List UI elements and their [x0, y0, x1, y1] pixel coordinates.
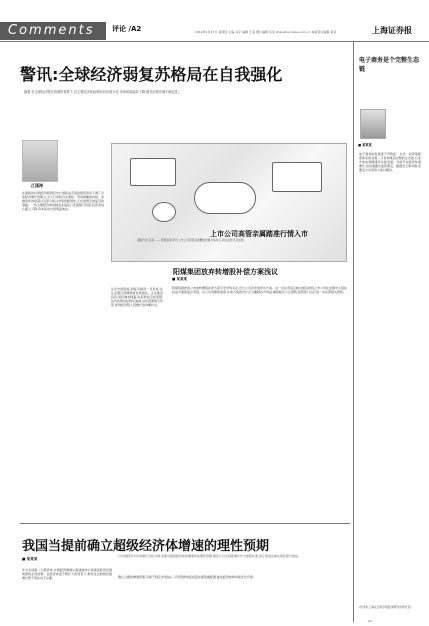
cartoon-coin	[152, 202, 176, 222]
bottom-body-left: 作为全球第二大经济体,中国经济增速从高速转向中高速是经济发展规律的必然结果。在经济体量不断扩大的背景下,维持过去的两位数增长既不现实也不必要。	[22, 568, 112, 581]
second-body: 阳煤集团此前公布的转增股补偿方案引发市场关注,近日公司宣布放弃该方案。这一决定背后反映出国有控股上市公司在处理中小股东权益方面的复杂考量。从公司治理角度看,补偿方案的设计应当兼顾各方利益,确保程序公正透明,监管部门也应进一步完善相关规则。	[172, 286, 347, 295]
cartoon-image	[111, 143, 347, 262]
main-body-left: 在最新的世界经济展望报告中,国际货币基金组织再次下调了全球经济增长预期,认为下行风险仍在累积。贸易摩擦的持续、金融条件的收紧以及部分新兴市场的脆弱性,正在削弱全球复苏的基础。一些主要经济体的制造业指标已连续数月回落,投资者信心随之下降,资本流动出现明显波动。	[22, 191, 104, 212]
author-photo	[22, 140, 58, 182]
right-author: ■ 某某某	[358, 143, 372, 147]
bottom-divider	[20, 523, 350, 524]
right-footer-note: (作者系上海社会科学院经济研究所研究员)	[359, 605, 412, 609]
main-lead: 摘要:在全球经济增长放缓的背景下,各主要经济体政策取向出现分化,市场风险偏好下降,增长前景充满不确定性。	[24, 90, 182, 94]
bottom-headline: 我国当提前确立超级经济体增速的理性预期	[22, 539, 270, 554]
right-author-photo	[360, 109, 386, 139]
bottom-summary: 以中国经济今年的增长目标为例,需要对超级经济体的增速形成理性预期,避免以过去的高增长作为参照标准,而应更加注重发展质量与效益。	[118, 554, 301, 558]
bottom-body-right: 确立合理的增速预期,有助于稳定市场信心,引导资源向高质量发展领域配置,推动经济结构持续优化升级。	[118, 575, 256, 579]
main-body-center: 从历史经验看,弱复苏格局一旦形成,往往会通过预期渠道自我强化。企业推迟投资,居民增加储蓄,政府财政空间受限,货币政策边际效应递减,这些因素相互作用,使得经济陷入低增长的均衡状态。	[111, 287, 163, 308]
cartoon-boat	[194, 182, 256, 214]
main-headline: 警讯:全球经济弱复苏格局在自我强化	[20, 65, 283, 84]
right-column-divider	[353, 42, 354, 622]
image-caption-title: 上市公司高管亲属踏准行情入市	[210, 229, 308, 238]
section-label: 评论 /A2	[112, 25, 142, 33]
right-body: 电子商务的发展离不开物流、支付、信用等配套体系的完善。只有构建起完整的生态链,行业才能实现健康可持续发展。当前平台经济快速增长,但也暴露出监管滞后、数据安全等问题,需要各方共同努力加以解决。	[359, 152, 421, 173]
page-number: A2	[368, 619, 373, 623]
dateline: 2019年1月17日 星期四 主编 谷宇 编辑 王某 图片编辑 张某 shanghai-news.com.cn 本版责任编辑 某某	[195, 30, 337, 34]
newspaper-brand: 上海证券报	[372, 25, 412, 35]
image-caption-text: 漫画作者 某某 —— 配图说明:部分上市公司高管亲属精准把握交易时点,相关监管仍需加强。	[137, 238, 247, 242]
cartoon-signboard	[272, 162, 322, 192]
second-byline: ■ 某某某	[172, 277, 188, 281]
header-rule	[0, 41, 429, 42]
cartoon-figure	[130, 158, 176, 186]
author-name: 江涌涛	[31, 183, 43, 188]
bottom-byline: ■ 某某某	[22, 557, 38, 561]
section-title: Comments	[8, 23, 95, 38]
second-headline: 阳煤集团放弃转增股补偿方案浅议	[173, 267, 278, 276]
right-title: 电子商务是个完整生态链	[359, 57, 420, 73]
